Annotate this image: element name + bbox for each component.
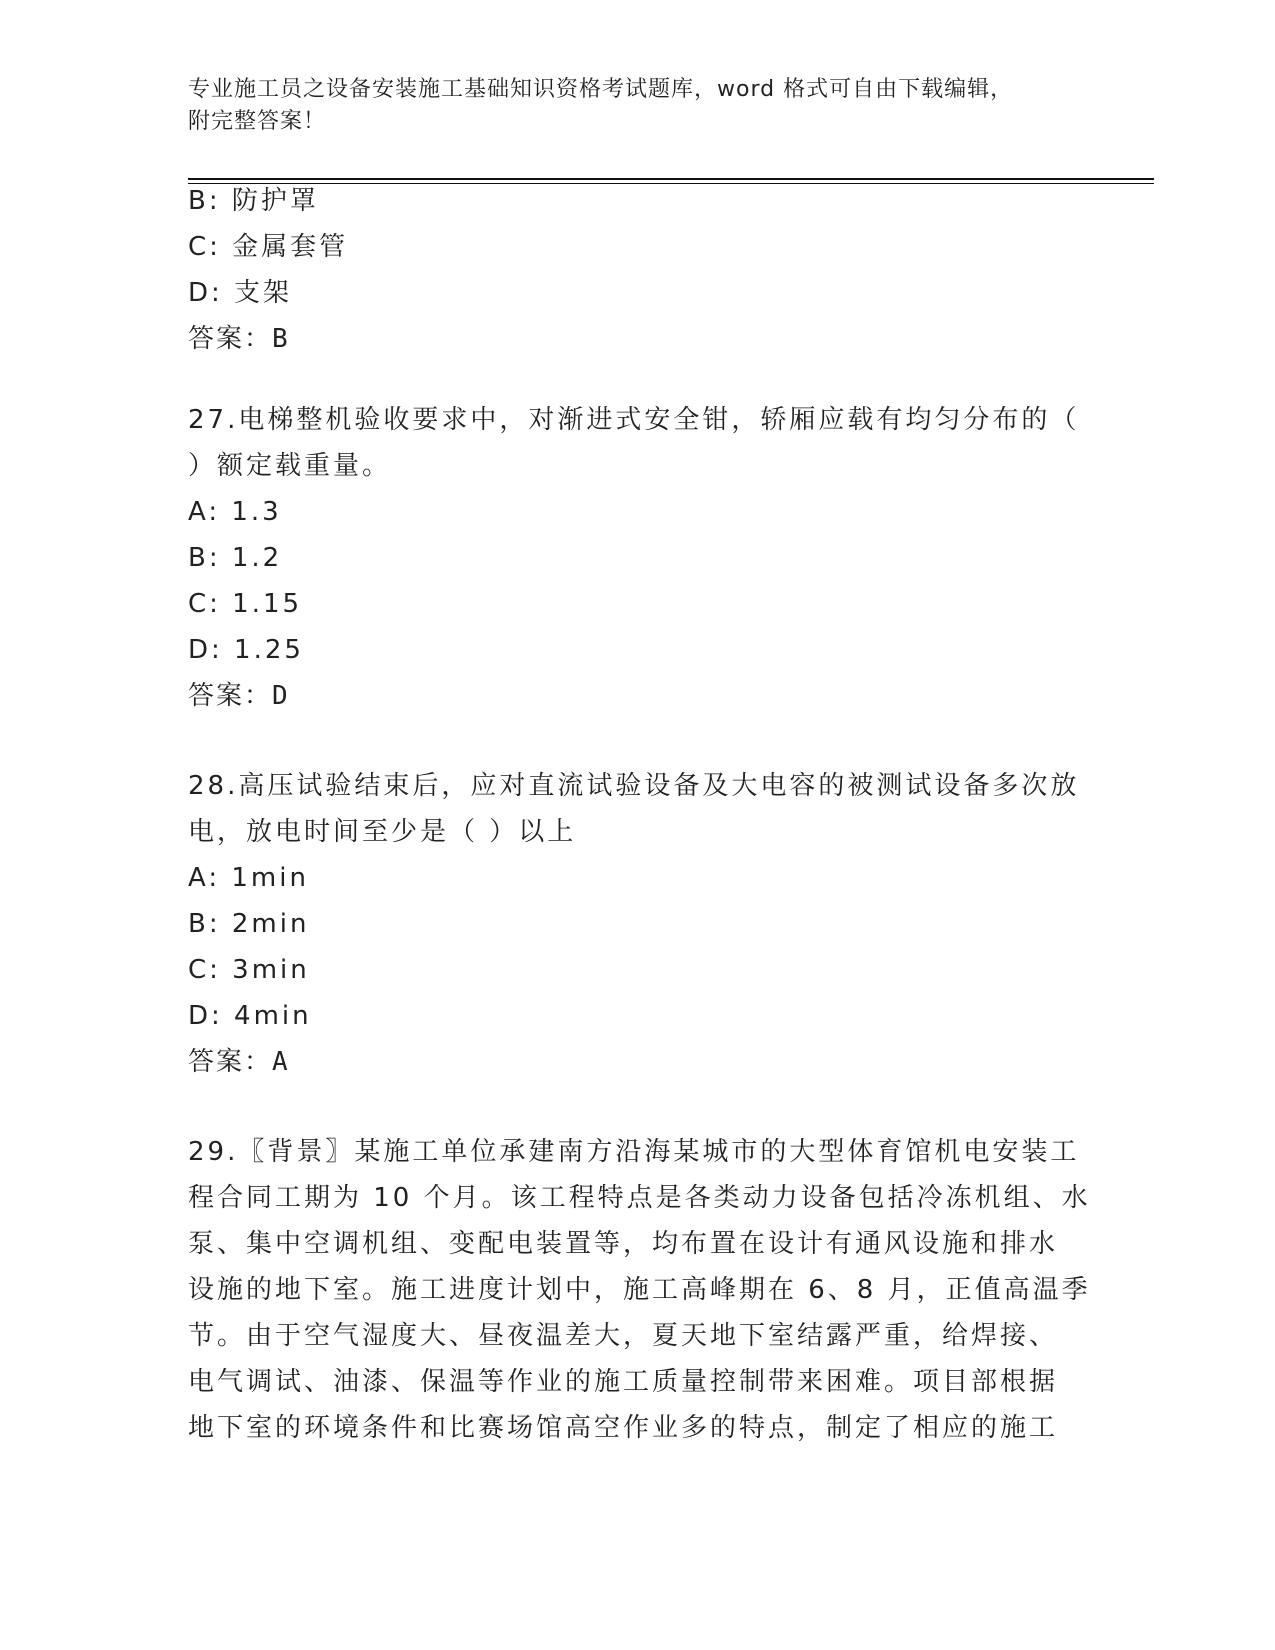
question-stem-line: 地下室的环境条件和比赛场馆高空作业多的特点，制定了相应的施工 bbox=[188, 1413, 1059, 1443]
option-c: C: 金属套管 bbox=[188, 232, 349, 262]
answer-line: 答案：D bbox=[188, 681, 290, 711]
header-line-2: 附完整答案！ bbox=[188, 109, 327, 134]
answer-line: 答案：B bbox=[188, 324, 290, 354]
option-d: D: 1.25 bbox=[188, 635, 304, 665]
question-stem-line: 泵、集中空调机组、变配电装置等，均布置在设计有通风设施和排水 bbox=[188, 1229, 1059, 1259]
question-26-tail bbox=[188, 178, 1088, 362]
question-29 bbox=[188, 1129, 1091, 1451]
option-c: C: 1.15 bbox=[188, 589, 303, 619]
question-stem-line: 电气调试、油漆、保温等作业的施工质量控制带来困难。项目部根据 bbox=[188, 1367, 1059, 1397]
option-a: A: 1min bbox=[188, 863, 309, 893]
question-stem-line: ）额定载重量。 bbox=[188, 451, 392, 481]
option-a: A: 1.3 bbox=[188, 497, 282, 527]
question-stem-line: 28.高压试验结束后，应对直流试验设备及大电容的被测试设备多次放 bbox=[188, 771, 1080, 801]
option-d: D: 4min bbox=[188, 1001, 312, 1031]
header-line-1: 专业施工员之设备安装施工基础知识资格考试题库，word 格式可自由下载编辑， bbox=[188, 77, 1014, 102]
option-c: C: 3min bbox=[188, 955, 310, 985]
question-27 bbox=[188, 397, 1088, 719]
question-stem-line: 节。由于空气湿度大、昼夜温差大，夏天地下室结露严重，给焊接、 bbox=[188, 1321, 1059, 1351]
question-stem-line: 程合同工期为 10 个月。该工程特点是各类动力设备包括冷冻机组、水 bbox=[188, 1183, 1091, 1213]
option-b: B: 2min bbox=[188, 909, 310, 939]
answer-line: 答案：A bbox=[188, 1047, 290, 1077]
question-stem-line: 29.〖背景〗某施工单位承建南方沿海某城市的大型体育馆机电安装工 bbox=[188, 1137, 1080, 1167]
question-stem-line: 电，放电时间至少是（ ）以上 bbox=[188, 817, 577, 847]
option-b: B: 1.2 bbox=[188, 543, 283, 573]
document-header bbox=[188, 74, 1068, 138]
option-b: B: 防护罩 bbox=[188, 186, 319, 216]
question-stem-line: 27.电梯整机验收要求中，对渐进式安全钳，轿厢应载有均匀分布的（ bbox=[188, 405, 1080, 435]
option-d: D: 支架 bbox=[188, 278, 293, 308]
question-28 bbox=[188, 763, 1088, 1085]
question-stem-line: 设施的地下室。施工进度计划中，施工高峰期在 6、8 月，正值高温季 bbox=[188, 1275, 1091, 1305]
